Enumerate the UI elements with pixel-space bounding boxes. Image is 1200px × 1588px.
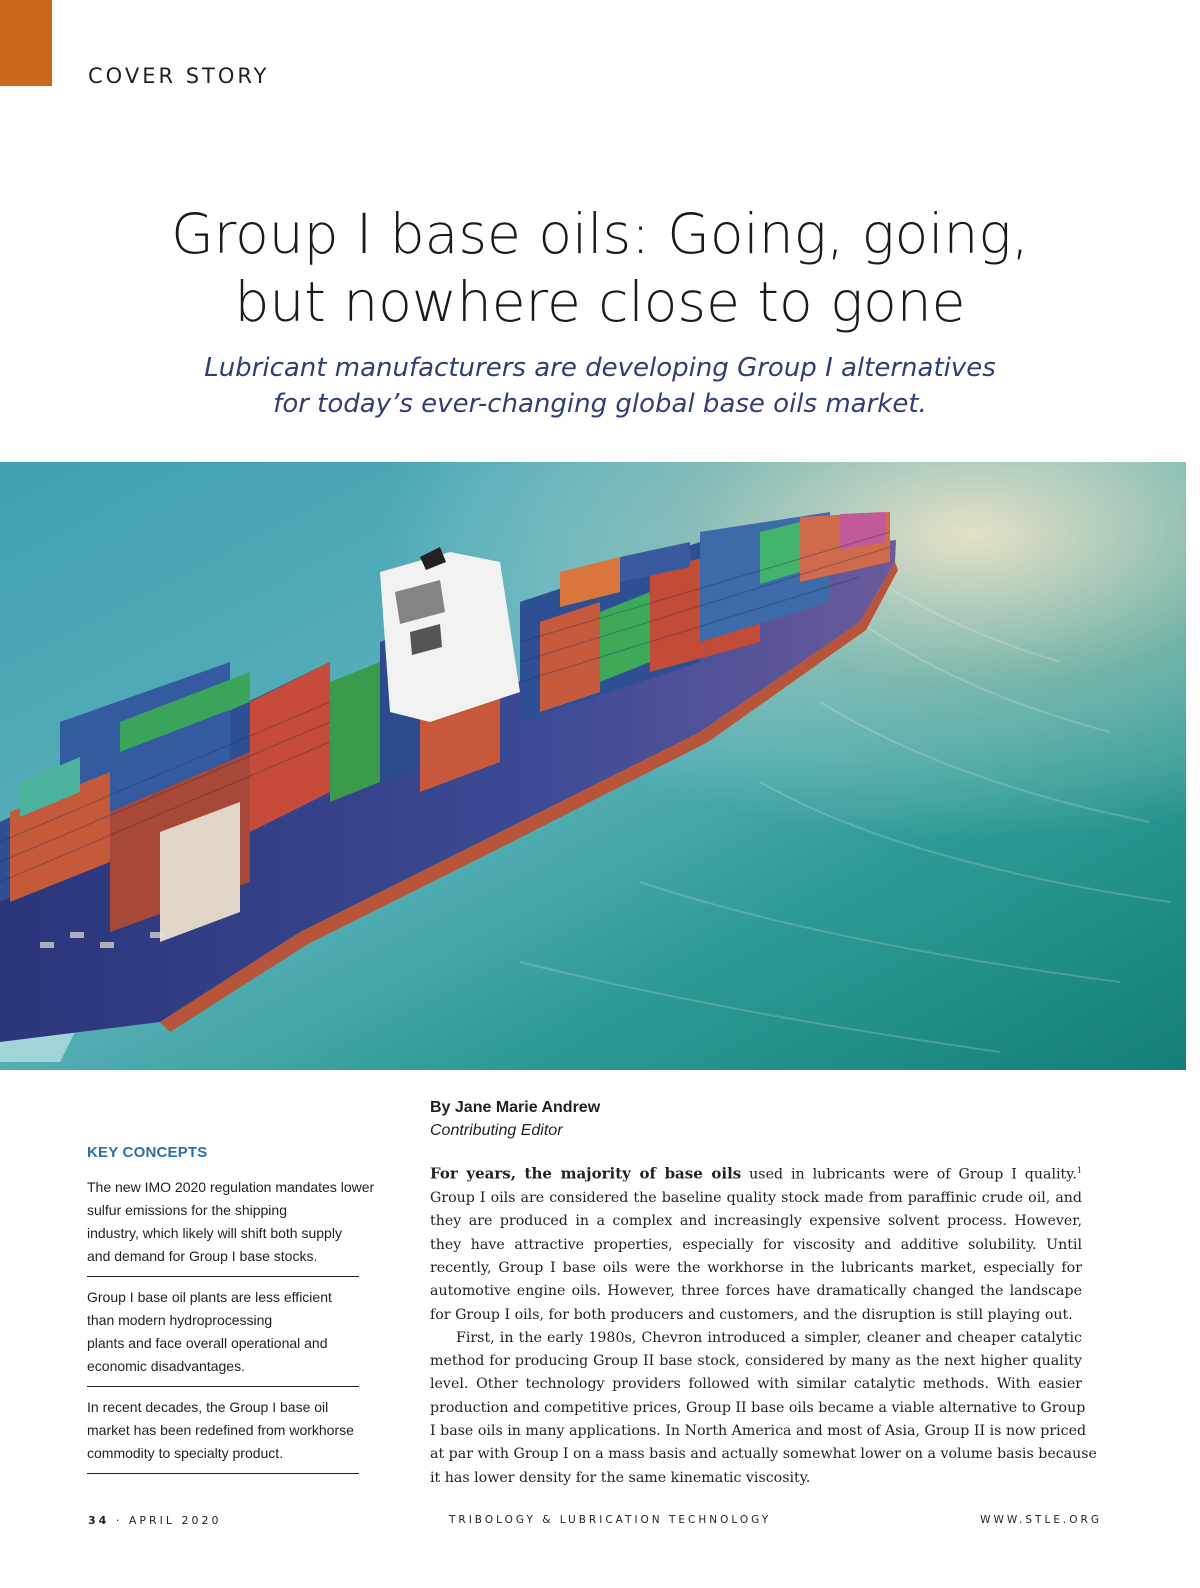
body-line: it has lower density for the same kinematic viscosity. [430,1469,811,1486]
section-label: COVER STORY [88,64,270,88]
body-line: they are produced in a complex and increasingly expensive solvent process. However, [430,1213,1082,1230]
author-role: Contributing Editor [430,1122,563,1139]
body-line: they have attractive properties, especially for viscosity and additive solubility. Until [430,1236,1082,1253]
byline [430,1096,600,1142]
body-line: I base oils in many applications. In North America and most of Asia, Group II is now priced [430,1423,1087,1439]
lead-in: For years, the majority of base oils [430,1164,742,1183]
issue-date: APRIL 2020 [128,1514,222,1527]
headline-line-1: Group I base oils: Going, going, [171,202,1029,266]
key-concepts-title: KEY CONCEPTS [87,1144,208,1161]
key-concept-line: than modern hydroprocessing [87,1312,273,1328]
body-line [430,1159,1082,1187]
divider [87,1386,359,1387]
body-line: recently, Group I base oils were the workhorse in the lubricants market, especially for [430,1259,1082,1276]
key-concept-1 [87,1176,375,1268]
headline-line-2: but nowhere close to gone [234,270,966,334]
cover-photo-container-ship [0,462,1186,1070]
deck-subtitle [100,350,1100,422]
key-concept-line: industry, which likely will shift both supply [87,1225,342,1241]
key-concept-line: plants and face overall operational and [87,1335,328,1351]
body-line-text: used in lubricants were of Group I quality. [741,1166,1077,1183]
divider [87,1276,359,1277]
key-concept-line: market has been redefined from workhorse [87,1422,354,1438]
footer-separator: · [115,1514,123,1527]
accent-bar [0,0,52,86]
page-number: 34 [88,1514,110,1527]
container-ship-illustration [0,462,1186,1070]
key-concept-line: commodity to specialty product. [87,1445,284,1461]
body-line: level. Other technology providers followed with similar catalytic methods. With easier [430,1376,1082,1393]
body-line: production and competitive prices, Group II base oils became a viable alternative to Group [430,1399,1086,1416]
author-name: By Jane Marie Andrew [430,1099,601,1116]
key-concept-line: and demand for Group I base stocks. [87,1248,318,1264]
publication-name: TRIBOLOGY & LUBRICATION TECHNOLOGY [449,1514,772,1526]
deck-line-2: for today’s ever-changing global base oils market. [273,389,927,419]
website-link[interactable]: WWW.STLE.ORG [980,1514,1102,1526]
article-body [430,1159,1097,1490]
footer-page-date [88,1514,221,1527]
key-concept-2 [87,1286,359,1378]
key-concept-line: In recent decades, the Group I base oil [87,1399,329,1415]
body-line: automotive engine oils. However, three forces have dramatically changed the landscape [430,1283,1082,1300]
headline [100,200,1100,336]
body-line: Group I oils are considered the baseline quality stock made from paraffinic crude oil, and [430,1190,1082,1207]
key-concept-line: Group I base oil plants are less efficient [87,1289,332,1305]
body-line: for Group I oils, for both producers and customers, and the disruption is still playing out. [430,1306,1073,1323]
key-concept-line: The new IMO 2020 regulation mandates lower [87,1179,375,1195]
divider [87,1473,359,1474]
key-concept-3 [87,1396,359,1465]
footnote-marker: 1 [1076,1166,1082,1175]
body-line: First, in the early 1980s, Chevron introduced a simpler, cleaner and cheaper catalytic [456,1329,1082,1346]
body-line: at par with Group I on a mass basis and actually somewhat lower on a volume basis because [430,1446,1097,1463]
body-line: method for producing Group II base stock, considered by many as the next higher quality [430,1353,1082,1370]
key-concept-line: sulfur emissions for the shipping [87,1202,287,1218]
key-concept-line: economic disadvantages. [87,1358,245,1374]
deck-line-1: Lubricant manufacturers are developing Group I alternatives [204,353,996,383]
